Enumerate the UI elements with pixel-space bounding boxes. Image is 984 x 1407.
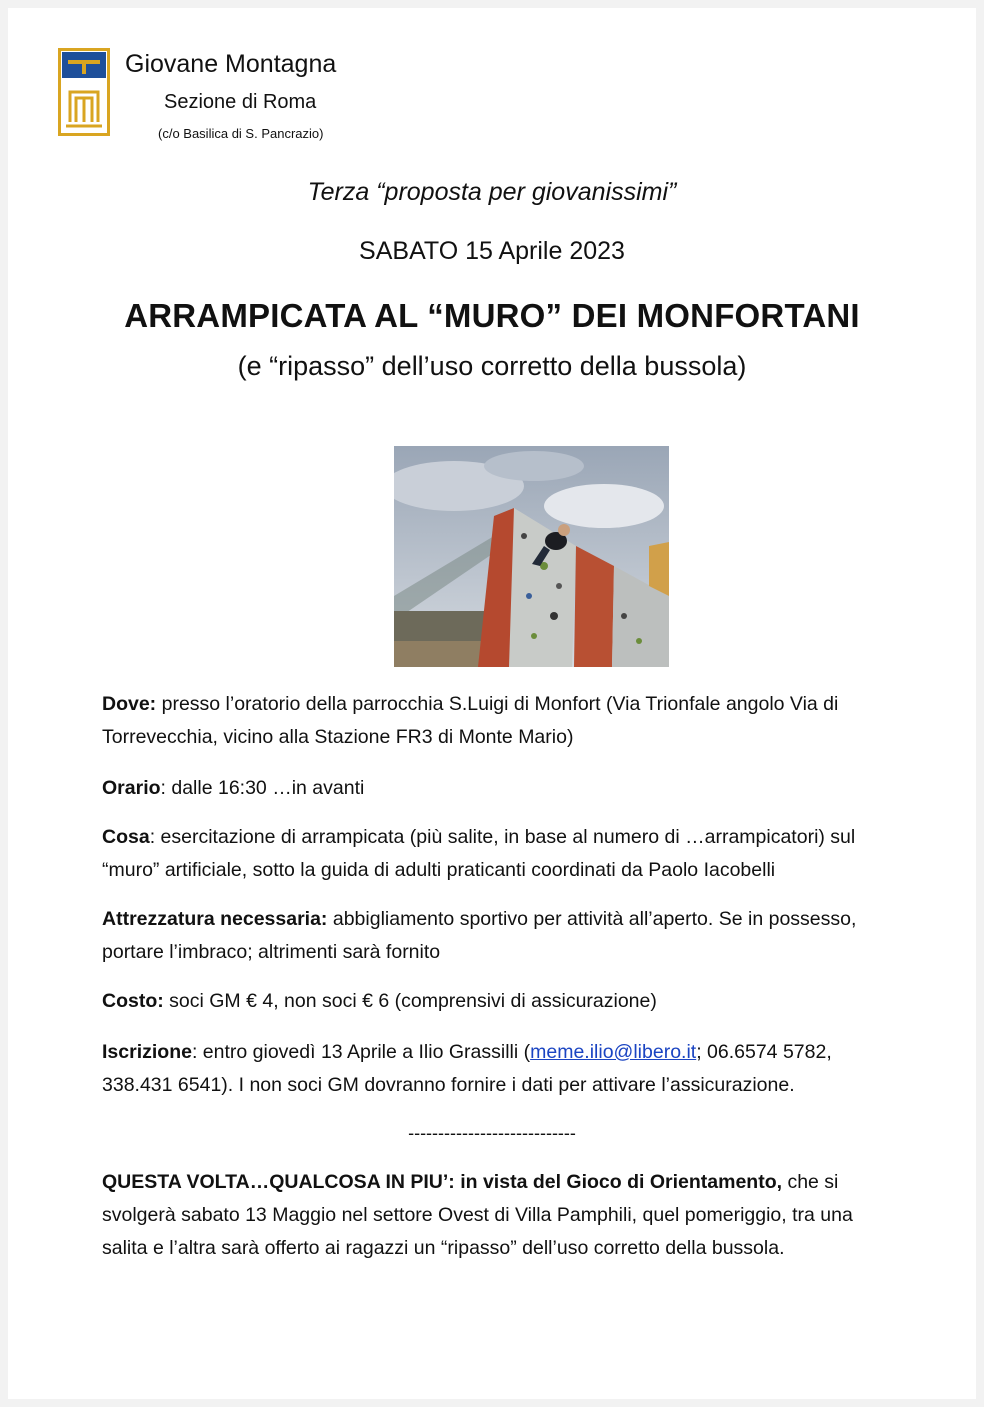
attrezzatura-label: Attrezzatura necessaria: xyxy=(102,908,328,930)
document-page xyxy=(8,8,976,1399)
org-section: Sezione di Roma xyxy=(164,91,317,113)
attrezzatura-paragraph xyxy=(102,903,902,969)
orario-paragraph xyxy=(102,772,902,805)
event-subtitle: (e “ripasso” dell’uso corretto della bussola) xyxy=(237,351,747,381)
iscrizione-text-2: ; 06.6574 5782, 338.431 6541). I non soci GM dovranno fornire i dati per attivare l’assicurazione. xyxy=(102,1041,832,1096)
extra-bold-text: QUESTA VOLTA…QUALCOSA IN PIU’: in vista del Gioco di Orientamento, xyxy=(102,1171,783,1193)
costo-paragraph xyxy=(102,985,902,1018)
costo-label: Costo: xyxy=(102,990,164,1012)
event-title: ARRAMPICATA AL “MURO” DEI MONFORTANI xyxy=(124,297,860,334)
orario-text: : dalle 16:30 …in avanti xyxy=(160,777,365,799)
org-address: (c/o Basilica di S. Pancrazio) xyxy=(158,126,324,141)
dove-text: presso l’oratorio della parrocchia S.Luigi di Monfort (Via Trionfale angolo Via di Torrevecchia, vicino alla Stazione FR3 di Monte Mario) xyxy=(102,693,839,748)
orario-label: Orario xyxy=(102,777,161,799)
extra-paragraph xyxy=(102,1166,902,1265)
separator: ---------------------------- xyxy=(408,1123,576,1143)
giovane-montagna-logo xyxy=(58,48,110,136)
cosa-paragraph xyxy=(102,821,902,887)
email-link[interactable]: meme.ilio@libero.it xyxy=(530,1041,697,1063)
iscrizione-text-1: : entro giovedì 13 Aprile a Ilio Grassilli ( xyxy=(191,1041,531,1063)
extra-text: che si svolgerà sabato 13 Maggio nel settore Ovest di Villa Pamphili, quel pomeriggio, tra una salita e l’altra sarà offerto ai ragazzi un “ripasso” dell’uso corretto della bussola. xyxy=(102,1171,853,1259)
iscrizione-paragraph xyxy=(102,1036,902,1102)
proposta-heading: Terza “proposta per giovanissimi” xyxy=(307,178,677,206)
dove-paragraph xyxy=(102,688,902,754)
dove-label: Dove: xyxy=(102,693,157,715)
cosa-label: Cosa xyxy=(102,826,150,848)
costo-text: soci GM € 4, non soci € 6 (comprensivi di assicurazione) xyxy=(163,990,657,1012)
event-date: SABATO 15 Aprile 2023 xyxy=(359,237,625,265)
climbing-wall-photo xyxy=(394,446,669,667)
iscrizione-label: Iscrizione xyxy=(102,1041,192,1063)
attrezzatura-text: abbigliamento sportivo per attività all’aperto. Se in possesso, portare l’imbraco; altrimenti sarà fornito xyxy=(102,908,857,963)
cosa-text: : esercitazione di arrampicata (più salite, in base al numero di …arrampicatori) sul “muro” artificiale, sotto la guida di adulti praticanti coordinati da Paolo Iacobelli xyxy=(102,826,856,881)
org-name: Giovane Montagna xyxy=(125,50,337,78)
